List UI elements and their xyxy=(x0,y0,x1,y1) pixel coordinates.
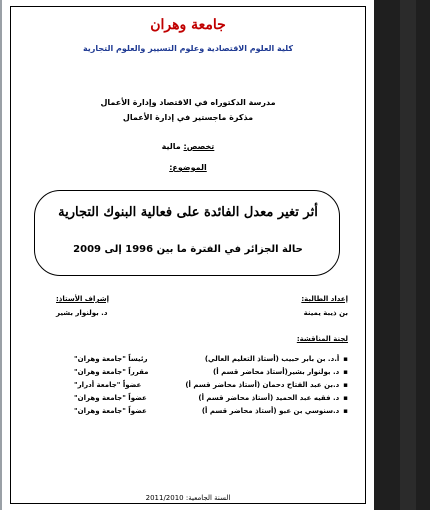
bullet-icon: ▪ xyxy=(343,381,348,389)
member-name: د.بن عبد الفتاح دحمان (أستاذ محاضر قسم أ) xyxy=(185,381,340,389)
committee-role: عضواً "جامعة وهران" xyxy=(74,407,147,415)
academic-year-value: 2011/2010 xyxy=(145,494,184,502)
committee-member xyxy=(213,368,348,376)
specialty-value: مالية xyxy=(161,142,181,151)
committee-role: رئيساً "جامعة وهران" xyxy=(74,355,148,363)
committee-member xyxy=(185,381,348,389)
thesis-subtitle: حالة الجزائر في الفترة ما بين 1996 إلى 2009 xyxy=(73,244,303,255)
subject-label-text: الموضوع: xyxy=(169,163,207,172)
academic-year xyxy=(2,494,374,502)
committee-role: عضواً "جامعة وهران" xyxy=(74,394,147,402)
committee-member xyxy=(198,394,348,402)
title-box xyxy=(34,190,340,276)
committee-role: مقرراً "جامعة وهران" xyxy=(74,368,149,376)
member-name: د. فقيه عبد الحميد (أستاذ محاضر قسم أ) xyxy=(198,394,340,402)
committee-member xyxy=(205,355,348,363)
bullet-icon: ▪ xyxy=(343,368,348,376)
prepared-by-label: إعداد الطالبة: xyxy=(301,295,348,303)
committee-role: عضواً "جامعة أدرار" xyxy=(74,381,142,389)
university-name: جامعة وهران xyxy=(150,17,226,33)
supervised-by-name: د. بولنوار بشير xyxy=(56,309,108,317)
specialty xyxy=(2,142,374,151)
faculty-name: كلية العلوم الاقتصادية وعلوم التسيير والعلوم التجارية xyxy=(82,44,294,53)
thesis-title: أثر تغير معدل الفائدة على فعالية البنوك التجارية xyxy=(58,205,318,220)
committee-member xyxy=(202,407,348,415)
bullet-icon: ▪ xyxy=(343,355,348,363)
document-page xyxy=(2,0,374,510)
scrollbar-track[interactable] xyxy=(400,0,416,510)
subject-label xyxy=(2,163,374,172)
committee-label: لجنة المناقشة: xyxy=(296,335,348,343)
member-name: د.سنوسي بن عبو (أستاذ محاضر قسم أ) xyxy=(201,407,340,415)
specialty-label: تخصص: xyxy=(183,142,215,151)
doctoral-school: مدرسة الدكتوراه في الاقتصاد وإدارة الأعمال xyxy=(100,98,276,107)
bullet-icon: ▪ xyxy=(343,407,348,415)
member-name: أ.د. بن بابر حبيب (أستاذ التعليم العالي) xyxy=(204,355,340,363)
member-name: د. بولنوار بشير(أستاذ محاضر قسم أ) xyxy=(213,368,340,376)
supervised-by-label: إشراف الأستاذ: xyxy=(56,295,109,303)
bullet-icon: ▪ xyxy=(343,394,348,402)
memo-type: مذكرة ماجستير في إدارة الأعمال xyxy=(122,113,254,122)
prepared-by-name: بن ذيبة يمينة xyxy=(303,309,348,317)
academic-year-label: السنة الجامعية: xyxy=(185,494,231,502)
